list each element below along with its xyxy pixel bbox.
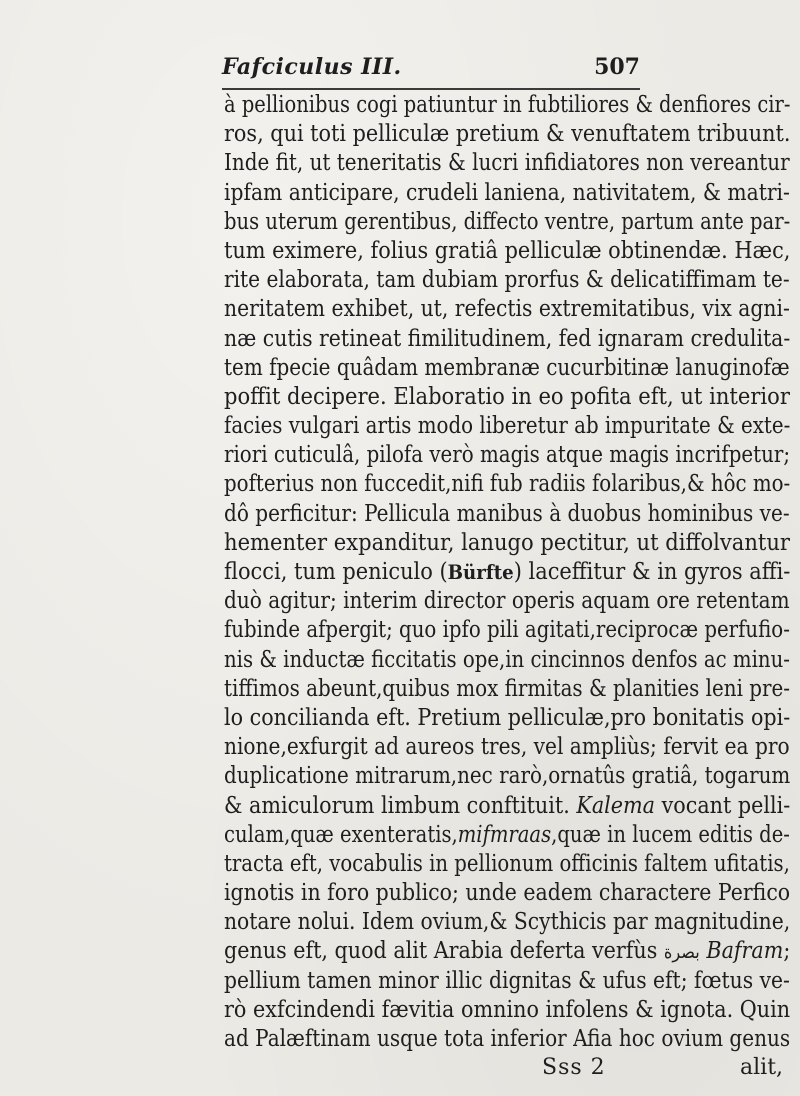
term-kalema: Kalema (576, 792, 656, 819)
text-line-17-c: ) laceffitur & in gyros affi- (513, 559, 791, 585)
text-line-27: tracta eft, vocabulis in pellionum officinis faltem ufitatis, (224, 850, 790, 877)
text-line-21: tiffimos abeunt,quibus mox firmitas & planities leni pre- (224, 675, 790, 702)
text-line-13: riori cuticulâ, pilofa verò magis atque magis incrifpetur; (224, 442, 791, 469)
text-line-9: næ cutis retineat fimilitudinem, fed ignaram credulita- (224, 325, 791, 352)
running-head (222, 48, 640, 88)
term-bafram: Bafram (706, 938, 784, 965)
text-line-17-a: flocci, tum peniculo ( (224, 559, 448, 585)
text-line-20: nis & inductæ ficcitatis ope,in cincinnos denfos ac minu- (224, 646, 790, 673)
running-head-title: Fafciculus III. (222, 54, 402, 80)
text-line-12: facies vulgari artis modo liberetur ab impuritate & exte- (224, 413, 791, 440)
text-line-22: lo concilianda eft. Pretium pelliculæ,pro bonitatis opi- (224, 704, 791, 731)
page-number: 507 (594, 54, 640, 80)
text-line-26-a: culam,quæ exenteratis, (224, 821, 458, 848)
text-line-17 (224, 558, 791, 587)
arabic-word-basra: بصرة (663, 942, 700, 964)
text-line-26 (224, 821, 790, 850)
text-line-32: rò exfcindendi fævitia omnino infolens & ignota. Quin (224, 996, 791, 1023)
text-line-30 (224, 937, 791, 966)
text-line-1: à pellionibus cogi patiuntur in fubtiliores & denfiores cir- (224, 92, 791, 118)
signature-mark: Sss 2 (542, 1055, 606, 1080)
text-line-4: ipfam anticipare, crudeli laniena, nativitatem, & matri- (224, 179, 790, 206)
text-line-11: poffit decipere. Elaboratio in eo pofita eft, ut interior (224, 383, 790, 410)
text-line-25-a: & amiculorum limbum conftituit. (224, 792, 577, 819)
catchword: alit, (740, 1055, 784, 1080)
text-line-15: dô perficitur: Pellicula manibus à duobus hominibus ve- (224, 500, 790, 527)
text-line-5: bus uterum gerentibus, diffecto ventre, partum ante par- (224, 208, 791, 235)
text-line-24: duplicatione mitrarum,nec rarò,ornatûs gratiâ, togarum (224, 763, 791, 790)
body-text (224, 91, 800, 1054)
text-line-3: Inde fit, ut teneritatis & lucri infidiatores non vereantur (224, 150, 790, 177)
text-line-25-c: vocant pelli- (655, 792, 791, 819)
text-line-30-a: genus eft, quod alit Arabia deferta verfùs (224, 938, 664, 965)
text-line-6: tum eximere, folius gratiâ pelliculæ obtinendæ. Hæc, (224, 237, 791, 264)
term-mifmraas: mifmraas (457, 821, 552, 848)
text-line-16: hementer expanditur, lanugo pectitur, ut diffolvantur (224, 529, 790, 556)
text-line-33: ad Palæftinam usque tota inferior Afia hoc ovium genus (224, 1026, 791, 1052)
text-line-7: rite elaborata, tam dubiam prorfus & delicatiffimam te- (224, 267, 790, 294)
text-line-31: pellium tamen minor illic dignitas & ufus eft; fœtus ve- (224, 967, 790, 994)
german-word-buerste: Bürfte (447, 560, 514, 584)
text-line-2: ros, qui toti pelliculæ pretium & venuftatem tribuunt. (224, 121, 791, 148)
text-line-29: notare nolui. Idem ovium,& Scythicis par magnitudine, (224, 909, 791, 936)
text-line-30-d: ; (783, 938, 791, 965)
text-line-25 (224, 792, 791, 821)
text-line-10: tem fpecie quâdam membranæ cucurbitinæ lanuginofæ (224, 354, 790, 381)
text-line-8: neritatem exhibet, ut, refectis extremitatibus, vix agni- (224, 296, 790, 323)
text-line-28: ignotis in foro publico; unde eadem charactere Perfico (224, 880, 791, 907)
text-line-26-c: ,quæ in lucem editis de- (551, 821, 790, 848)
header-rule (222, 88, 640, 90)
text-line-14: pofterius non fuccedit,nifi fub radiis folaribus,& hôc mo- (224, 471, 791, 498)
text-line-23: nione,exfurgit ad aureos tres, vel ampliùs; fervit ea pro (224, 734, 790, 761)
text-line-18: duò agitur; interim director operis aquam ore retentam (224, 588, 790, 615)
text-line-19: fubinde afpergit; quo ipfo pili agitati,reciprocæ perfufio- (224, 617, 790, 644)
